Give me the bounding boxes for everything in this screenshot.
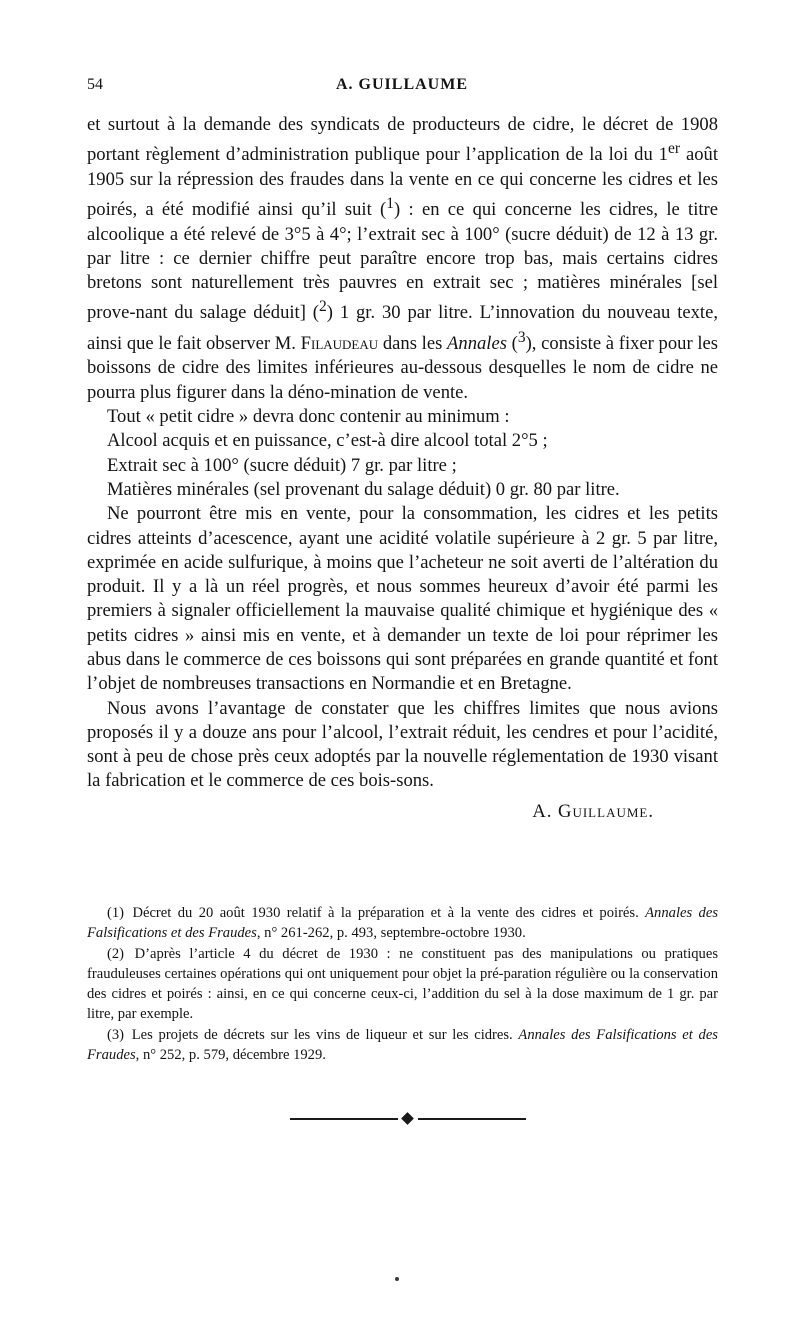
article-body [87, 113, 718, 824]
footnote-ref-2[interactable]: 2 [319, 298, 327, 316]
list-intro: Tout « petit cidre » devra donc contenir au minimum : [107, 406, 510, 428]
footnote-ref-3[interactable]: 3 [517, 328, 526, 346]
list-item-minerals: Matières minérales (sel provenant du salage déduit) 0 gr. 80 par litre. [107, 478, 620, 500]
section-end-ornament [290, 1112, 526, 1126]
footnote-text: Les projets de décrets sur les vins de liqueur et sur les cidres. [131, 1026, 519, 1043]
author-signature: A. Guillaume. [532, 800, 654, 822]
footnote-2 [87, 944, 718, 1025]
footnote-ref-1[interactable]: 1 [386, 195, 394, 213]
list-item-alcohol: Alcool acquis et en puissance, c’est-à dire alcool total 2°5 ; [107, 430, 548, 452]
footnote-journal: Annales des Falsifications et des Fraudes [87, 905, 719, 942]
list-item-extract: Extrait sec à 100° (sucre déduit) 7 gr. par litre ; [107, 454, 457, 476]
text-run: dans les [378, 333, 448, 355]
footnote-label: (3) [107, 1026, 125, 1043]
paragraph-conclusion: Nous avons l’avantage de constater que les chiffres limites que nous avions proposés il y a douze ans pour l’alcool, l’extrait réduit, les cendres et pour l’acidité, sont à peu de chose près ceux adoptés par la nouvelle réglementation de 1930 visant la fabrication et le commerce de ces bois-sons. [87, 697, 718, 792]
ordinal-superscript: er [667, 140, 681, 158]
text-run: ) 1 gr. 30 par litre. L’innovation du nouveau texte, ainsi que le fait observer M. [87, 302, 718, 355]
diamond-icon [401, 1112, 414, 1125]
text-run: ( [506, 333, 518, 355]
footnote-text: , n° 261-262, p. 493, septembre-octobre 1930. [256, 925, 526, 942]
ornament-rule-right [418, 1118, 526, 1120]
footnotes [87, 903, 718, 1065]
footnote-journal: Annales des Falsifications et des Fraudes [87, 1026, 718, 1064]
footnote-3 [87, 1025, 718, 1066]
paragraph-acescence: Ne pourront être mis en vente, pour la consommation, les cidres et les petits cidres atteints d’acescence, ayant une acidité volatile supérieure à 2 gr. 5 par litre, exprimée en acide sulfurique, à moins que l’acheteur ne soit averti de l’altération du produit. Il y a là un réel progrès, et nous sommes heureux d’avoir été parmi les premiers à signaler officiellement la mauvaise qualité chimique et hygiénique des « petits cidres » ainsi mis en vente, et à demander un texte de loi pour réprimer les abus dans le commerce de ces boissons qui sont préparées en grande quantité et font l’objet de nombreuses transactions en Normandie et en Bretagne. [87, 503, 718, 695]
text-run: et surtout à la demande des syndicats de producteurs de cidre, le décret de 1908 portant règlement d’administration publique pour l’application de la loi du 1 [87, 114, 718, 166]
footnote-1 [87, 903, 718, 944]
text-run: ) : en ce qui concerne les cidres, le titre alcoolique a été relevé de 3°5 à 4°; l’extrait sec à 100° (sucre déduit) de 12 à 13 gr. par litre : ce dernier chiffre peut paraître encore trop bas, mais certains cidres bretons sont naturellement très pauvres en extrait sec ; matières minérales [sel prove-nant du salage déduit] ( [87, 199, 718, 324]
footnote-text: D’après l’article 4 du décret de 1930 : ne constituent pas des manipulations ou pratiques frauduleuses certaines opérations qui ont uniquement pour objet la pré-paration régulière ou la conservation des cidres et poirés : ainsi, en ce qui concerne ceux-ci, l’addition du sel à la dose maximum de 1 gr. par litre, par exemple. [87, 945, 718, 1023]
footnote-label: (1) [107, 905, 125, 921]
running-head: A. GUILLAUME [335, 76, 468, 93]
paragraph-decree [87, 113, 718, 405]
journal-title: Annales [447, 333, 507, 355]
page-number: 54 [87, 76, 103, 93]
text-run: ), consiste à fixer pour les boissons de cidre des limites inférieures au-dessous desquelles le nom de cidre ne pourra plus figurer dans la déno-mination de vente. [87, 333, 719, 403]
text-run: août 1905 sur la répression des fraudes dans la vente en ce qui concerne les cidres et les poirés, a été modifié ainsi qu’il suit ( [87, 144, 718, 221]
page-dot-mark [395, 1277, 399, 1281]
page-header [87, 76, 717, 100]
author-name: Filaudeau [300, 333, 379, 355]
ornament-rule-left [290, 1118, 398, 1120]
footnote-text: , n° 252, p. 579, décembre 1929. [135, 1047, 326, 1064]
footnote-text: Décret du 20 août 1930 relatif à la préparation et à la vente des cidres et poirés. [132, 905, 646, 921]
footnote-label: (2) [107, 945, 125, 962]
